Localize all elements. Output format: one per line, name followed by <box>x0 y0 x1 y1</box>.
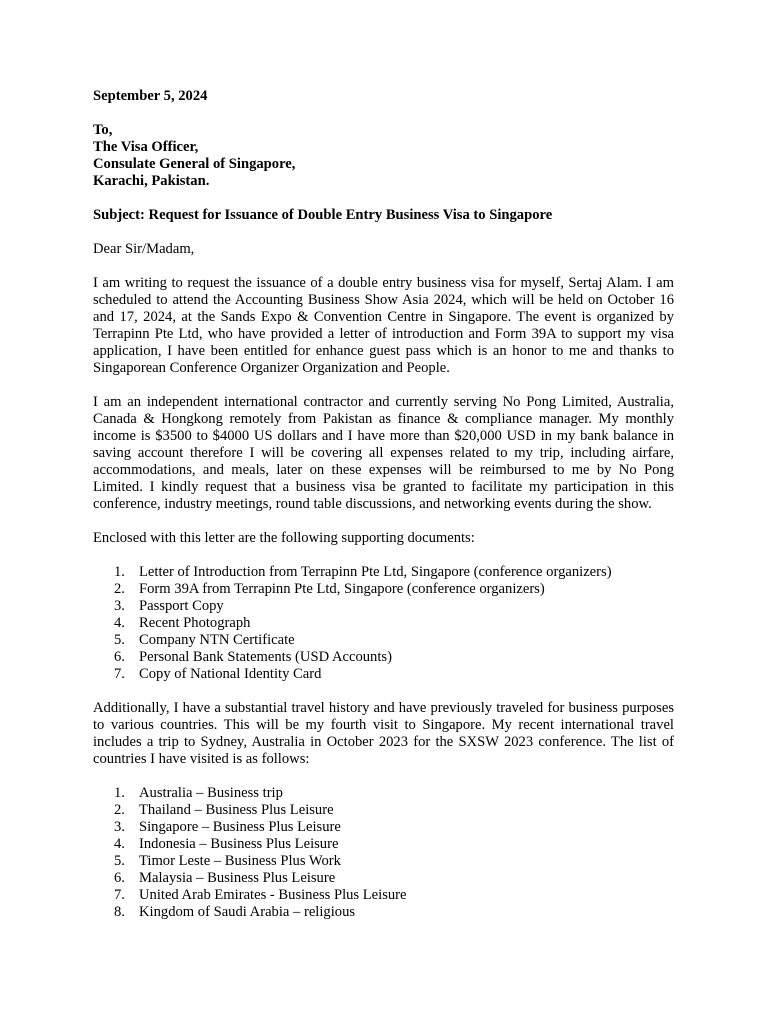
list-number: 8. <box>114 904 125 920</box>
list-number: 6. <box>114 870 125 886</box>
list-item <box>93 598 674 615</box>
letter-body <box>93 88 674 938</box>
list-item <box>93 836 674 853</box>
list-text: Passport Copy <box>139 598 224 614</box>
list-number: 3. <box>114 819 125 835</box>
list-text: Thailand – Business Plus Leisure <box>139 802 334 818</box>
documents-list <box>93 564 674 683</box>
list-number: 5. <box>114 632 125 648</box>
paragraph-travel-history: Additionally, I have a substantial travel history and have previously traveled for business purposes to various countries. This will be my fourth visit to Singapore. My recent international travel includes a trip to Sydney, Australia in October 2023 for the SXSW 2023 conference. The list of countries I have visited is as follows: <box>93 700 674 767</box>
list-number: 4. <box>114 836 125 852</box>
list-text: Timor Leste – Business Plus Work <box>139 853 341 869</box>
recipient-address <box>93 122 674 190</box>
paragraph-enclosures: Enclosed with this letter are the following supporting documents: <box>93 530 475 546</box>
list-number: 4. <box>114 615 125 631</box>
list-number: 1. <box>114 785 125 801</box>
letter-subject: Subject: Request for Issuance of Double Entry Business Visa to Singapore <box>93 207 553 223</box>
salutation: Dear Sir/Madam, <box>93 241 195 257</box>
list-text: Copy of National Identity Card <box>139 666 322 682</box>
list-text: Indonesia – Business Plus Leisure <box>139 836 339 852</box>
list-number: 5. <box>114 853 125 869</box>
list-item <box>93 615 674 632</box>
list-text: Australia – Business trip <box>139 785 283 801</box>
list-item <box>93 649 674 666</box>
list-item <box>93 819 674 836</box>
list-item <box>93 632 674 649</box>
list-text: Recent Photograph <box>139 615 251 631</box>
list-item <box>93 785 674 802</box>
list-text: Singapore – Business Plus Leisure <box>139 819 341 835</box>
list-number: 6. <box>114 649 125 665</box>
list-number: 7. <box>114 887 125 903</box>
list-number: 7. <box>114 666 125 682</box>
list-text: Company NTN Certificate <box>139 632 295 648</box>
list-item <box>93 904 674 921</box>
address-line: Karachi, Pakistan. <box>93 173 210 189</box>
countries-list <box>93 785 674 921</box>
list-item <box>93 666 674 683</box>
list-text: United Arab Emirates - Business Plus Leisure <box>139 887 407 903</box>
list-text: Malaysia – Business Plus Leisure <box>139 870 336 886</box>
list-item <box>93 564 674 581</box>
letter-date: September 5, 2024 <box>93 88 208 104</box>
address-line: To, <box>93 122 113 138</box>
address-line: Consulate General of Singapore, <box>93 156 296 172</box>
list-text: Personal Bank Statements (USD Accounts) <box>139 649 392 665</box>
list-number: 1. <box>114 564 125 580</box>
address-line: The Visa Officer, <box>93 139 199 155</box>
list-number: 2. <box>114 581 125 597</box>
list-text: Form 39A from Terrapinn Pte Ltd, Singapore (conference organizers) <box>139 581 545 597</box>
list-item <box>93 802 674 819</box>
list-item <box>93 870 674 887</box>
list-item <box>93 853 674 870</box>
list-number: 3. <box>114 598 125 614</box>
paragraph-employment: I am an independent international contractor and currently serving No Pong Limited, Australia, Canada & Hongkong remotely from Pakistan as finance & compliance manager. My monthly income is $3500 to $4000 US dollars and I have more than $20,000 USD in my bank balance in saving account therefore I will be covering all expenses related to my trip, including airfare, accommodations, and meals, later on these expenses will be reimbursed to me by No Pong Limited. I kindly request that a business visa be granted to facilitate my participation in this conference, industry meetings, round table discussions, and networking events during the show. <box>93 394 674 512</box>
list-text: Letter of Introduction from Terrapinn Pte Ltd, Singapore (conference organizers) <box>139 564 612 580</box>
list-item <box>93 581 674 598</box>
list-item <box>93 887 674 904</box>
paragraph-introduction: I am writing to request the issuance of a double entry business visa for myself, Sertaj Alam. I am scheduled to attend the Accounting Business Show Asia 2024, which will be held on October 16 and 17, 2024, at the Sands Expo & Convention Centre in Singapore. The event is organized by Terrapinn Pte Ltd, who have provided a letter of introduction and Form 39A to support my visa application, I have been entitled for enhance guest pass which is an honor to me and thanks to Singaporean Conference Organizer Organization and People. <box>93 275 674 376</box>
list-number: 2. <box>114 802 125 818</box>
list-text: Kingdom of Saudi Arabia – religious <box>139 904 356 920</box>
